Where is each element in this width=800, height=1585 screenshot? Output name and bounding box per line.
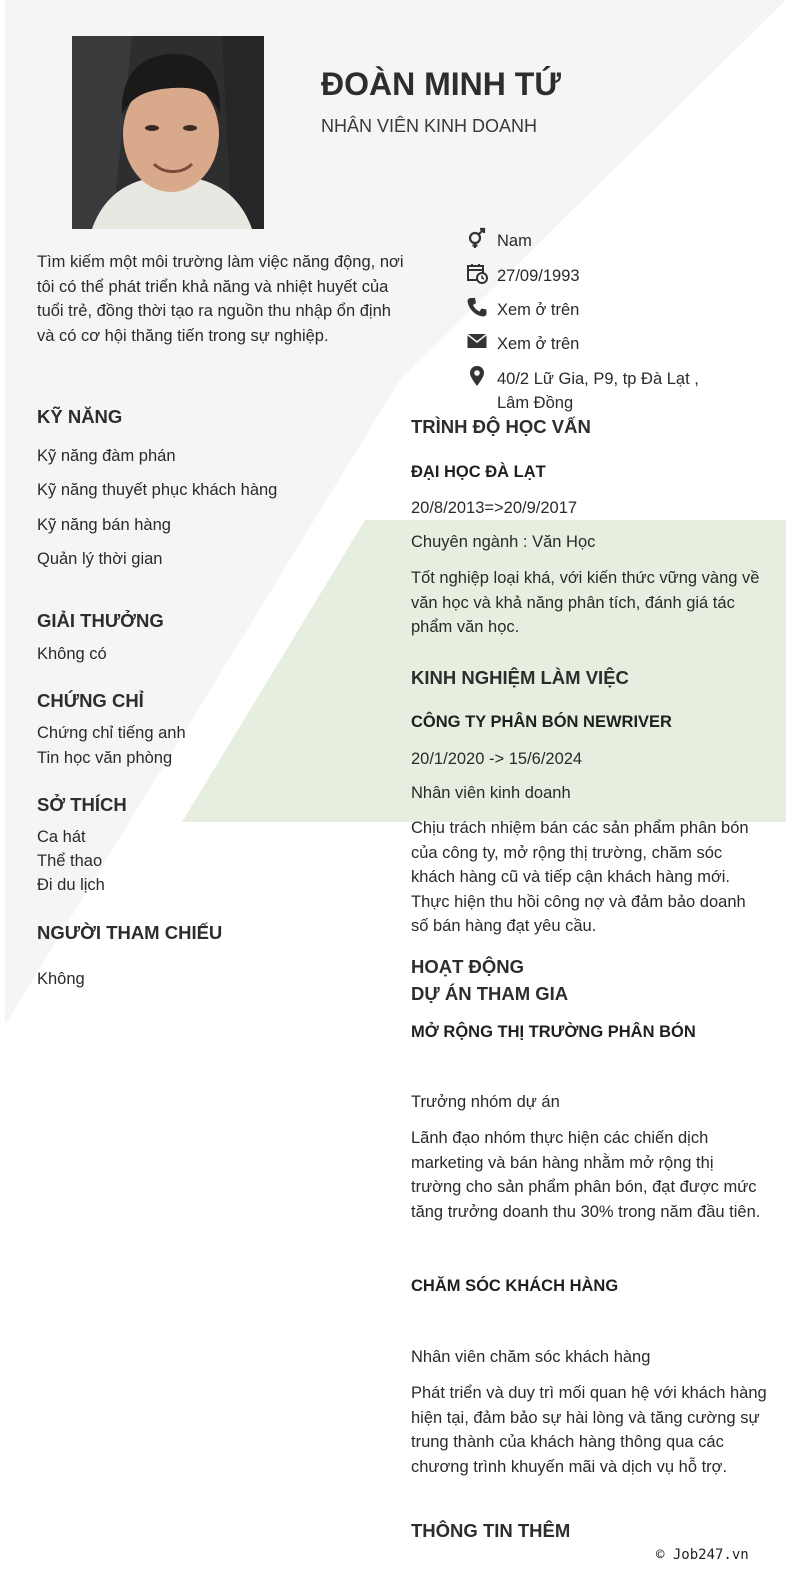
- references-heading: NGƯỜI THAM CHIẾU: [37, 922, 223, 943]
- contact-birthday: [466, 264, 727, 288]
- project-role: Trưởng nhóm dự án: [411, 1093, 560, 1111]
- project-name: MỞ RỘNG THỊ TRƯỜNG PHÂN BÓN: [411, 1023, 696, 1041]
- education-description: Tốt nghiệp loại khá, với kiến thức vững vàng về văn học và khả năng phân tích, đánh giá tác phẩm văn học.: [411, 569, 760, 636]
- profile-photo: [72, 36, 264, 229]
- job-title: NHÂN VIÊN KINH DOANH: [321, 116, 538, 136]
- contact-email: [466, 332, 727, 356]
- certificates-heading: CHỨNG CHỈ: [37, 690, 144, 711]
- skill-item: Kỹ năng thuyết phục khách hàng: [37, 481, 278, 499]
- experience-period: 20/1/2020 -> 15/6/2024: [411, 750, 583, 768]
- skill-item: Kỹ năng đàm phán: [37, 447, 176, 465]
- education-period: 20/8/2013=>20/9/2017: [411, 499, 578, 517]
- email-icon: [466, 330, 488, 352]
- calendar-icon: [466, 262, 488, 284]
- candidate-name: ĐOÀN MINH TỨ: [321, 66, 561, 102]
- project-name: CHĂM SÓC KHÁCH HÀNG: [411, 1277, 619, 1295]
- gender-icon: [466, 227, 488, 249]
- awards-heading: GIẢI THƯỞNG: [37, 610, 164, 631]
- site-watermark: © Job247.vn: [656, 1547, 749, 1563]
- skill-item: Quản lý thời gian: [37, 550, 163, 568]
- experience-company: CÔNG TY PHÂN BÓN NEWRIVER: [411, 713, 672, 731]
- hobby-item: Đi du lịch: [37, 876, 105, 894]
- hobbies-heading: SỞ THÍCH: [37, 794, 127, 815]
- contact-address: [466, 367, 727, 415]
- project-role: Nhân viên chăm sóc khách hàng: [411, 1348, 651, 1366]
- phone-value: Xem ở trên: [497, 301, 580, 319]
- gender-value: Nam: [497, 232, 532, 250]
- education-school: ĐẠI HỌC ĐÀ LẠT: [411, 463, 546, 481]
- career-objective: Tìm kiếm một môi trường làm việc năng động, nơi tôi có thể phát triển khả năng và nhiệt huyết của tuổi trẻ, đồng thời tạo ra nguồn thu nhập ổn định và có cơ hội thăng tiến trong sự nghiệp.: [37, 253, 404, 345]
- location-icon: [466, 365, 488, 387]
- project-description: Phát triển và duy trì mối quan hệ với khách hàng hiện tại, đảm bảo sự hài lòng và tăng cường sự trung thành của khách hàng thông qua các chương trình khuyến mãi và dịch vụ hỗ trợ.: [411, 1384, 767, 1476]
- phone-icon: [466, 296, 488, 318]
- experience-description: Chịu trách nhiệm bán các sản phẩm phân bón của công ty, mở rộng thị trường, chăm sóc khách hàng cũ và tiếp cận khách hàng mới. Thực hiện thu hồi công nợ và đảm bảo doanh số bán hàng đạt yêu cầu.: [411, 819, 749, 935]
- contact-phone: [466, 298, 727, 322]
- activities-heading: HOẠT ĐỘNG: [411, 956, 525, 977]
- email-value: Xem ở trên: [497, 335, 580, 353]
- certificate-item: Tin học văn phòng: [37, 749, 173, 767]
- education-heading: TRÌNH ĐỘ HỌC VẤN: [411, 416, 591, 437]
- experience-heading: KINH NGHIỆM LÀM VIỆC: [411, 667, 629, 688]
- award-item: Không có: [37, 645, 107, 663]
- project-description: Lãnh đạo nhóm thực hiện các chiến dịch marketing và bán hàng nhằm mở rộng thị trường cho sản phẩm phân bón, đạt được mức tăng trưởng doanh thu 30% trong năm đầu tiên.: [411, 1129, 761, 1221]
- certificate-item: Chứng chỉ tiếng anh: [37, 724, 186, 742]
- education-major: Chuyên ngành : Văn Học: [411, 533, 596, 551]
- additional-info-heading: THÔNG TIN THÊM: [411, 1520, 571, 1541]
- hobby-item: Thể thao: [37, 852, 103, 870]
- skill-item: Kỹ năng bán hàng: [37, 516, 171, 534]
- skills-heading: KỸ NĂNG: [37, 406, 123, 427]
- birthday-value: 27/09/1993: [497, 267, 580, 285]
- hobby-item: Ca hát: [37, 828, 86, 846]
- experience-position: Nhân viên kinh doanh: [411, 784, 571, 802]
- address-value: 40/2 Lữ Gia, P9, tp Đà Lạt , Lâm Đồng: [497, 370, 699, 412]
- projects-heading: DỰ ÁN THAM GIA: [411, 983, 569, 1004]
- reference-item: Không: [37, 970, 85, 988]
- contact-gender: [466, 229, 727, 253]
